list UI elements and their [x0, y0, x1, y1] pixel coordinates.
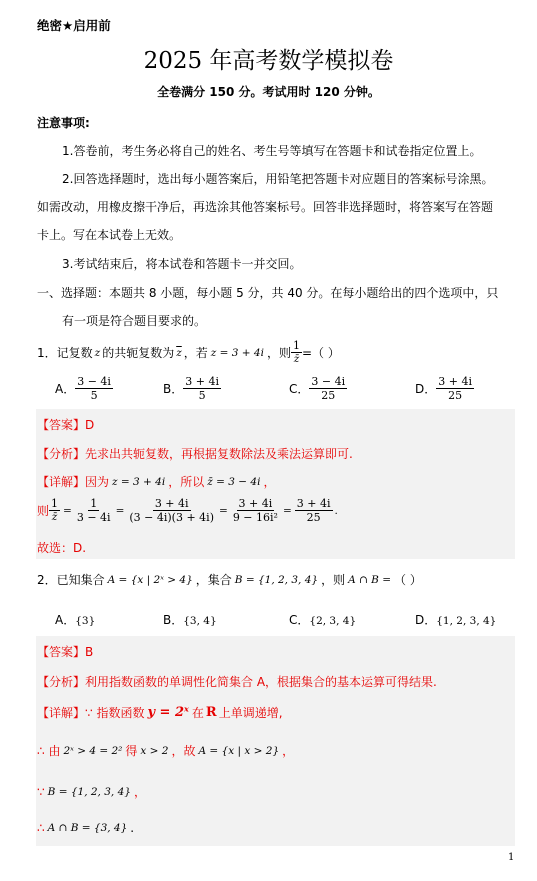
- q1-stem-frac: [291, 339, 302, 366]
- notice-heading: 注意事项:: [37, 116, 90, 130]
- q1-eq-frac-2: [75, 497, 113, 524]
- q1-option-c-den: 25: [321, 389, 336, 402]
- q1-option-d-frac: [436, 375, 474, 402]
- q2-l3-a: ∵: [37, 784, 45, 799]
- q2-detail-b: 在: [191, 706, 204, 720]
- q1-eq-frac-4: [231, 497, 280, 524]
- notice-item-2-line1: 2.回答选择题时，选出每小题答案后，用铅笔把答题卡对应题目的答案标号涂黑。: [62, 172, 494, 186]
- notice-item-2-line2: 如需改动，用橡皮擦干净后，再选涂其他答案标号。回答非选择题时，将答案写在答题: [37, 200, 494, 214]
- q2-analysis: 【分析】利用指数函数的单调性化简集合 A，根据集合的基本运算可得结果.: [37, 675, 437, 689]
- q2-l2-ineq: 2ˣ > 4 = 2²: [63, 744, 123, 757]
- q2-option-b-value: {3, 4}: [183, 615, 217, 627]
- q1-detail-z: z = 3 + 4i: [112, 475, 166, 488]
- q1-option-a-num: 3 − 4i: [77, 375, 111, 388]
- q1-option-a-den: 5: [90, 389, 98, 402]
- q1-detail-b: ，所以: [168, 475, 205, 489]
- q2-stem: [37, 571, 422, 588]
- q2-option-d[interactable]: [415, 611, 496, 628]
- page-number: 1: [508, 852, 515, 863]
- q2-stem-d: （ ）: [394, 573, 422, 587]
- q2-stem-c: ，则: [321, 573, 346, 587]
- q1-option-d[interactable]: [415, 375, 474, 402]
- section-heading-line2: 有一项是符合题目要求的。: [62, 314, 207, 328]
- q1-detail-zbar: z̄ = 3 − 4i: [207, 475, 261, 488]
- q1-eq-sign-4: =: [282, 504, 292, 517]
- q1-option-d-num: 3 + 4i: [438, 375, 472, 388]
- q1-detail: [37, 473, 275, 490]
- q2-l2-set: A = {x | x > 2}: [198, 744, 280, 757]
- q1-stem-frac-den: z̄: [293, 353, 300, 365]
- q1-eq-5-den: 25: [306, 511, 321, 524]
- q1-option-d-label: D．: [415, 382, 437, 396]
- q1-z-def: z = 3 + 4i: [210, 346, 264, 359]
- q1-stem-d: ，则: [266, 346, 291, 360]
- q1-eq-4-den: 9 − 16i²: [232, 511, 278, 524]
- q1-eq-5-num: 3 + 4i: [296, 497, 331, 510]
- q2-option-a-value: {3}: [75, 615, 96, 627]
- q2-option-a[interactable]: [55, 611, 95, 628]
- q1-analysis: 【分析】先求出共轭复数，再根据复数除法及乘法运算即可.: [37, 447, 353, 461]
- q1-eq-sign-3: =: [219, 504, 228, 517]
- q1-eq-frac-1: [49, 497, 60, 524]
- q2-option-b[interactable]: [163, 611, 217, 628]
- q2-option-a-label: A．: [55, 613, 76, 627]
- q1-answer: 【答案】D: [37, 418, 95, 432]
- q1-option-b-label: B．: [163, 382, 184, 396]
- q1-equation: [37, 497, 338, 524]
- q1-eq-3-num: 3 + 4i: [154, 497, 189, 510]
- q1-option-b-den: 5: [198, 389, 206, 402]
- subtitle: 全卷满分 150 分。考试用时 120 分钟。: [157, 85, 380, 99]
- q1-option-c[interactable]: [289, 375, 347, 402]
- q1-option-a-frac: [75, 375, 113, 402]
- q1-option-d-den: 25: [448, 389, 463, 402]
- q1-detail-a: 【详解】因为: [37, 475, 110, 489]
- q2-line4: [37, 821, 134, 835]
- q2-option-c-label: C．: [289, 613, 310, 627]
- q2-l3-set: B = {1, 2, 3, 4}: [47, 785, 131, 798]
- q2-answer-block: [36, 636, 515, 846]
- q2-l2-b: 得: [125, 744, 138, 758]
- q1-stem-c: ，若: [183, 346, 208, 360]
- page-title: 2025 年高考数学模拟卷: [143, 48, 394, 74]
- q1-eq-frac-5: [295, 497, 333, 524]
- q1-eq-frac-3: [127, 497, 216, 524]
- q1-eq-4-num: 3 + 4i: [238, 497, 273, 510]
- q2-stem-a: 2．已知集合: [37, 573, 105, 587]
- q1-eq-1-den: z̄: [51, 511, 58, 523]
- q2-option-b-label: B．: [163, 613, 184, 627]
- q1-eq-3-den: (3 − 4i)(3 + 4i): [129, 511, 214, 524]
- q1-option-b[interactable]: [163, 375, 221, 402]
- q1-stem-a: 1．记复数: [37, 346, 93, 360]
- q1-option-a-label: A．: [55, 382, 76, 396]
- q2-option-d-label: D．: [415, 613, 437, 627]
- q2-option-c[interactable]: [289, 611, 356, 628]
- q2-l4-a: ∴: [37, 821, 45, 835]
- q2-l2-c: ，故: [171, 744, 196, 758]
- q2-real-set: R: [205, 705, 217, 720]
- q1-eq-1-num: 1: [51, 497, 59, 510]
- q2-detail: [37, 704, 283, 721]
- q1-stem-frac-num: 1: [292, 339, 300, 352]
- q2-line2: [37, 742, 294, 759]
- q2-option-c-value: {2, 3, 4}: [309, 615, 357, 627]
- q1-eq-2-num: 1: [90, 497, 98, 510]
- q2-set-b: B = {1, 2, 3, 4}: [234, 573, 319, 586]
- q1-option-b-frac: [183, 375, 221, 402]
- q2-detail-a: 【详解】∵ 指数函数: [37, 706, 145, 720]
- q2-answer: 【答案】B: [37, 645, 94, 659]
- notice-item-2-line3: 卡上。写在本试卷上无效。: [37, 228, 182, 242]
- q2-l3-b: ，: [133, 785, 146, 799]
- secret-label: 绝密★启用前: [37, 18, 111, 33]
- q1-conclusion: 故选：D.: [37, 541, 87, 555]
- q1-stem-e: =（ ）: [301, 346, 340, 360]
- q2-set-a: A = {x | 2ˣ > 4}: [107, 573, 193, 586]
- q1-option-b-num: 3 + 4i: [185, 375, 219, 388]
- q1-then: 则: [37, 504, 50, 518]
- q1-option-c-label: C．: [289, 382, 310, 396]
- q1-eq-2-den: 3 − 4i: [76, 511, 111, 524]
- q2-func: y = 2ˣ: [147, 705, 189, 720]
- q1-detail-c: ，: [263, 475, 276, 489]
- q2-line3: [37, 783, 146, 800]
- q2-l2-x: x > 2: [140, 744, 169, 757]
- q1-eq-sign-2: =: [115, 504, 125, 517]
- q1-z: z: [94, 346, 101, 359]
- q2-cap: A ∩ B =: [348, 573, 392, 586]
- q1-stem: [37, 339, 340, 366]
- q1-eq-sign-1: =: [63, 504, 72, 517]
- q2-l4-b: .: [130, 821, 135, 835]
- q2-stem-b: ，集合: [195, 573, 232, 587]
- q1-option-a[interactable]: [55, 375, 113, 402]
- q2-option-d-value: {1, 2, 3, 4}: [436, 615, 497, 627]
- section-heading-line1: 一、选择题：本题共 8 小题，每小题 5 分，共 40 分。在每小题给出的四个选项中，只: [37, 286, 499, 300]
- notice-item-3: 3.考试结束后，将本试卷和答题卡一并交回。: [62, 257, 302, 271]
- q2-l2-a: ∴ 由: [37, 744, 61, 758]
- q1-stem-b: 的共轭复数为: [102, 346, 175, 360]
- q2-l2-d: ，: [282, 744, 295, 758]
- q1-option-c-num: 3 − 4i: [311, 375, 346, 388]
- q1-eq-period: .: [334, 504, 338, 517]
- q2-detail-c: 上单调递增,: [218, 706, 283, 720]
- q1-option-c-frac: [309, 375, 347, 402]
- q2-l4-set: A ∩ B = {3, 4}: [47, 822, 128, 834]
- q1-zbar: $\overline{z}$: [176, 346, 182, 359]
- notice-item-1: 1.答卷前，考生务必将自己的姓名、考生号等填写在答题卡和试卷指定位置上。: [62, 144, 482, 158]
